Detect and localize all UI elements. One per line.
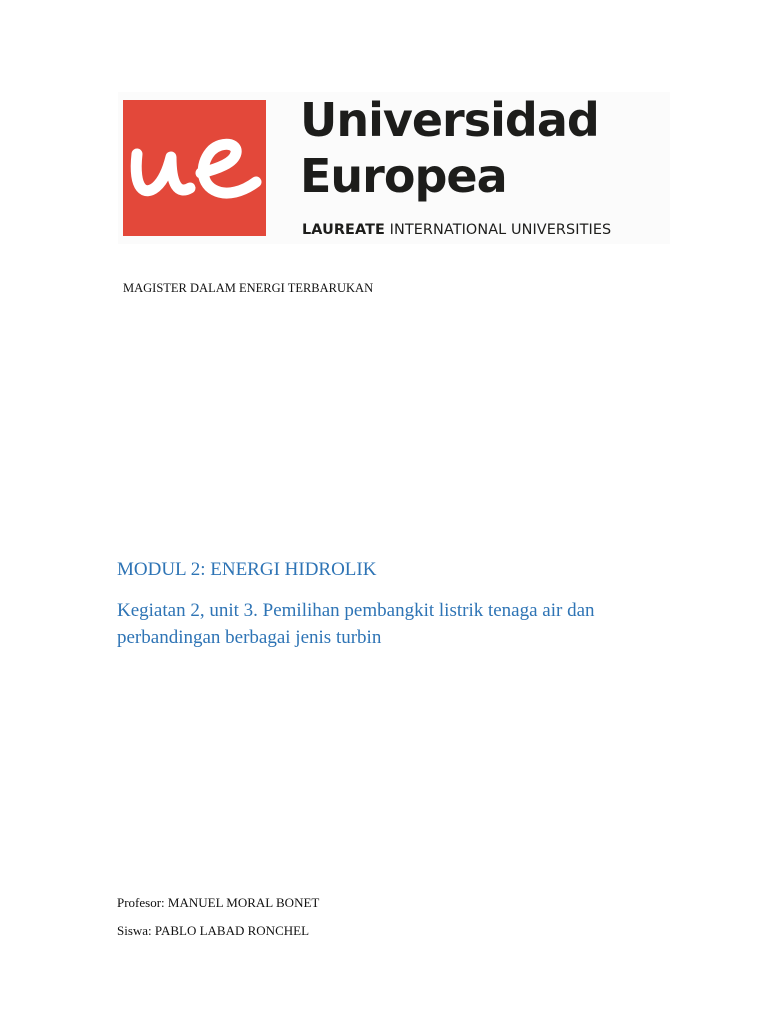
module-title: MODUL 2: ENERGI HIDROLIK [117, 559, 377, 580]
logo-wordmark-line2: Europea [300, 149, 507, 203]
program-name: MAGISTER DALAM ENERGI TERBARUKAN [123, 281, 374, 295]
tagline-text: INTERNATIONAL UNIVERSITIES [384, 222, 612, 238]
student-line [117, 922, 309, 940]
professor-line [117, 894, 319, 912]
tagline-brand: LAUREATE [302, 222, 385, 238]
universidad-europea-logo-mark [123, 100, 266, 236]
activity-title: Kegiatan 2, unit 3. Pemilihan pembangkit listrik tenaga air dan perbandingan berbagai jenis turbin [117, 600, 595, 648]
logo-tagline [302, 220, 611, 240]
professor-name: MANUEL MORAL BONET [167, 895, 320, 910]
student-name: PABLO LABAD RONCHEL [154, 923, 310, 938]
student-label: Siswa: [117, 923, 155, 938]
logo-wordmark-line1: Universidad [300, 93, 599, 147]
professor-label: Profesor: [117, 895, 168, 910]
